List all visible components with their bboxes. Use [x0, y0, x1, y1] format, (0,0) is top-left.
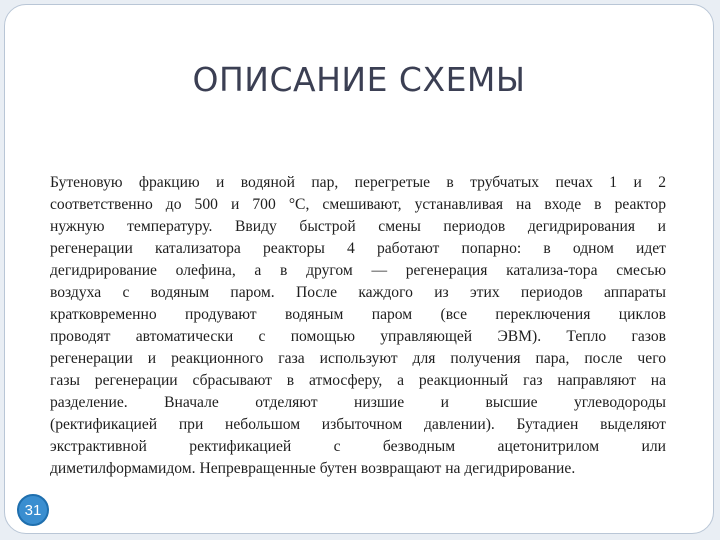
body-line: газы регенерации сбрасывают в атмосферу, а реакционный газ направляют на [50, 372, 666, 389]
body-text [50, 172, 666, 480]
body-line: регенерации катализатора реакторы 4 работают попарно: в одном идет [50, 240, 666, 257]
slide-title: ОПИСАНИЕ СХЕМЫ [192, 60, 526, 99]
body-line: нужную температуру. Ввиду быстрой смены периодов дегидрирования и [50, 218, 666, 235]
body-line: экстрактивной ректификацией с безводным ацетонитрилом или [50, 438, 666, 455]
body-line: (ректификацией при небольшом избыточном давлении). Бутадиен выделяют [50, 416, 666, 433]
body-line: Бутеновую фракцию и водяной пар, перегретые в трубчатых печах 1 и 2 [50, 174, 666, 191]
body-line: разделение. Вначале отделяют низшие и высшие углеводороды [50, 394, 666, 411]
body-line: соответственно до 500 и 700 °С, смешивают, устанавливая на входе в реактор [50, 196, 666, 213]
body-line: диметилформамидом. Непревращенные бутен возвращают на дегидрирование. [50, 460, 576, 477]
page-number-badge [17, 494, 49, 526]
body-line: регенерации и реакционного газа используют для получения пара, после чего [50, 350, 666, 367]
body-line: дегидрирование олефина, а в другом — регенерация катализа-тора смесью [50, 262, 666, 279]
slide [4, 4, 714, 534]
body-line: кратковременно продувают водяным паром (все переключения циклов [50, 306, 666, 323]
page-number: 31 [24, 501, 42, 519]
body-line: воздуха с водяным паром. После каждого из этих периодов аппараты [50, 284, 666, 301]
body-line: проводят автоматически с помощью управляющей ЭВМ). Тепло газов [50, 328, 666, 345]
